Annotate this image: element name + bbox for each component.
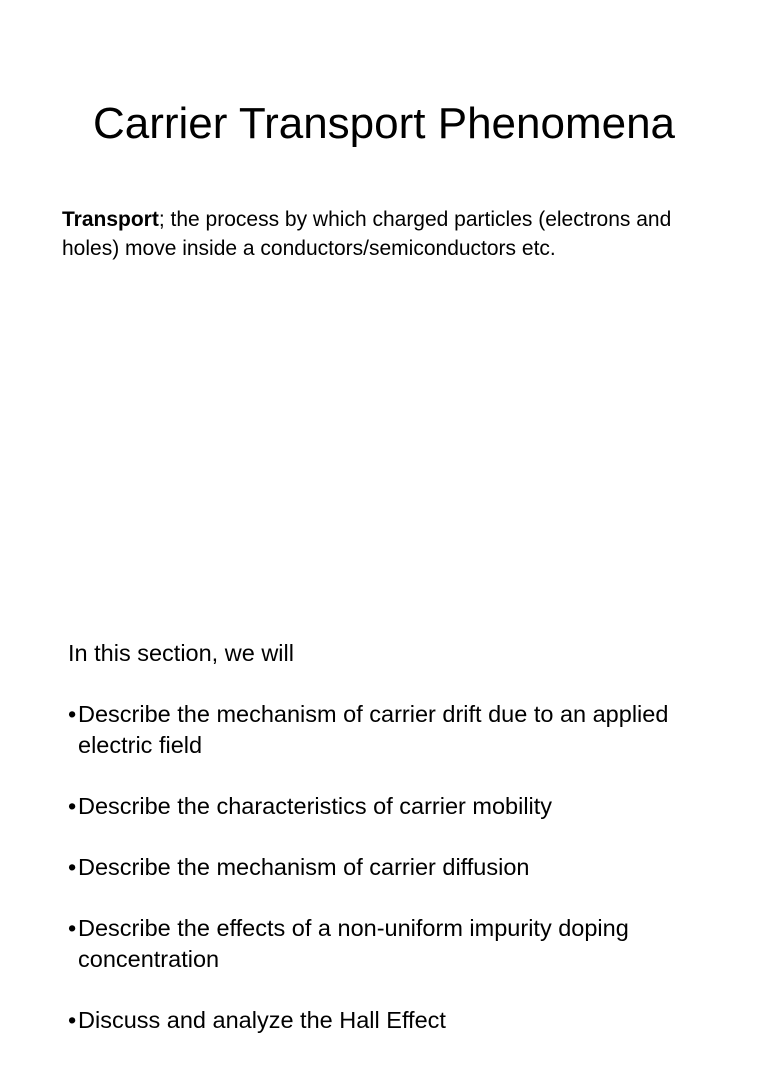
bullet-icon: • xyxy=(68,854,77,880)
objective-item xyxy=(68,913,728,975)
definition-term: Transport xyxy=(62,208,159,231)
page-title: Carrier Transport Phenomena xyxy=(92,99,676,148)
objective-item xyxy=(68,1005,728,1036)
section-intro: In this section, we will xyxy=(68,640,294,666)
objective-item xyxy=(68,699,728,761)
objective-text: Discuss and analyze the Hall Effect xyxy=(78,1007,446,1033)
transport-definition xyxy=(62,205,722,263)
objective-text: Describe the mechanism of carrier diffusion xyxy=(78,854,530,880)
bullet-icon: • xyxy=(68,1007,77,1033)
objective-text: Describe the characteristics of carrier mobility xyxy=(78,793,553,819)
bullet-icon: • xyxy=(68,793,77,819)
objective-item xyxy=(68,791,728,822)
definition-text: ; the process by which charged particles (electrons and holes) move inside a conductors/semiconductors etc. xyxy=(62,208,672,260)
objective-item xyxy=(68,852,728,883)
objectives-list xyxy=(68,699,728,1036)
objective-text: Describe the mechanism of carrier drift due to an applied electric field xyxy=(78,701,669,758)
objective-text: Describe the effects of a non-uniform impurity doping concentration xyxy=(78,915,629,972)
bullet-icon: • xyxy=(68,915,77,941)
section-objectives xyxy=(68,638,728,1066)
bullet-icon: • xyxy=(68,701,77,727)
